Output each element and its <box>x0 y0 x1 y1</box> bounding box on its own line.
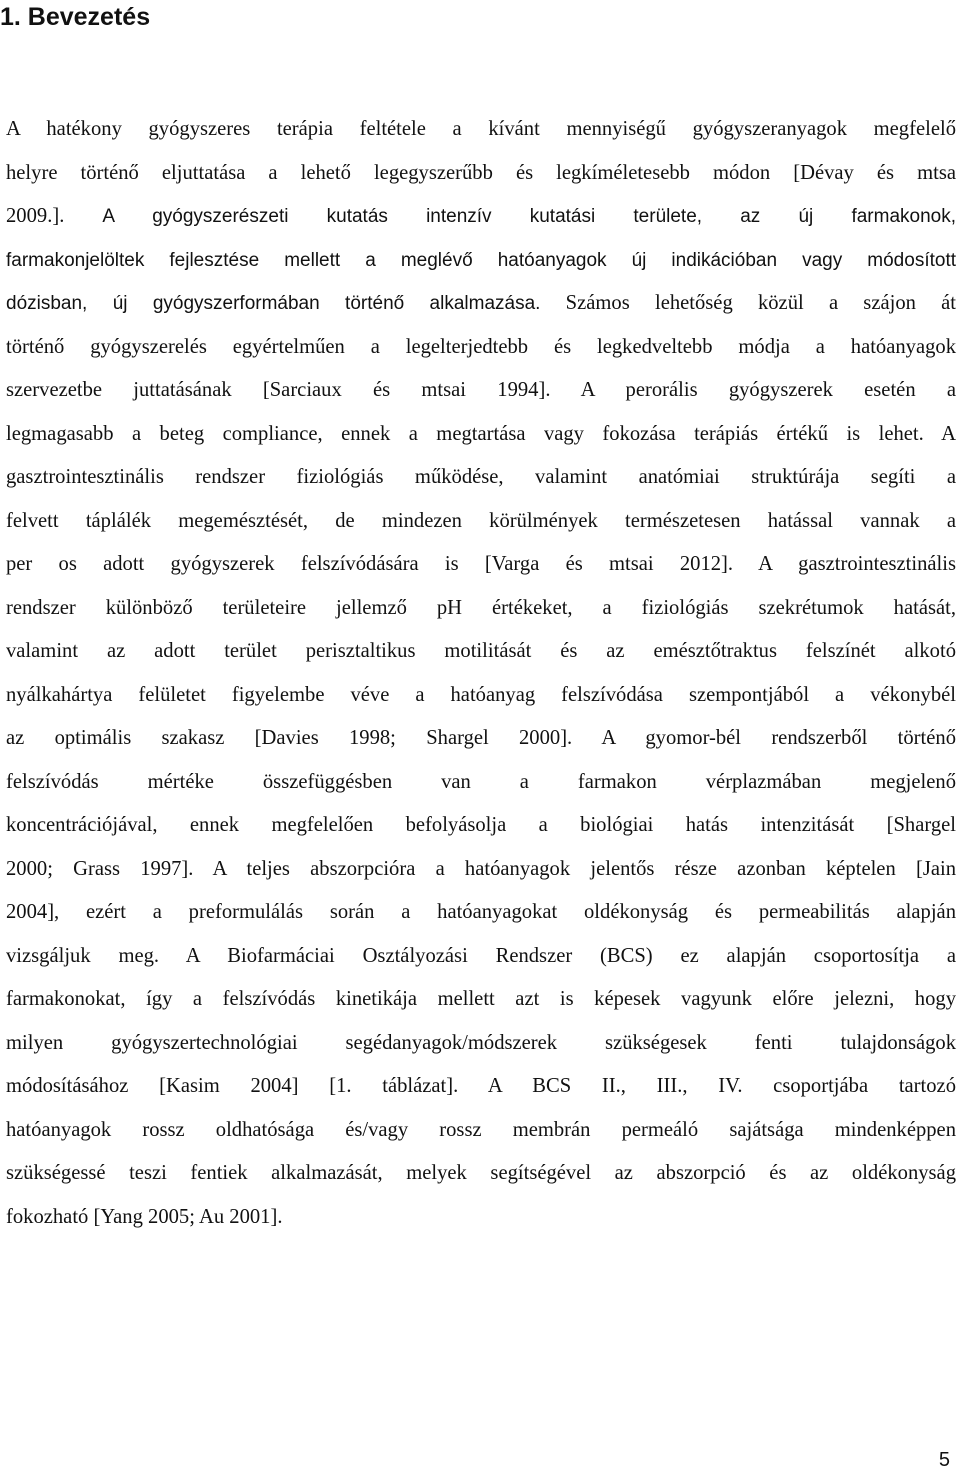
highlighted-text-segment: A gyógyszerészeti kutatás intenzív kutatási területe, az új farmakonok, <box>102 206 956 227</box>
text-segment: milyen gyógyszertechnológiai segédanyagok/módszerek szükségesek fenti tulajdonságok <box>6 1031 956 1054</box>
body-paragraph <box>6 108 956 1239</box>
text-line <box>6 152 956 196</box>
text-segment: történő gyógyszerelés egyértelműen a legelterjedtebb és legkedveltebb módja a hatóanyagok <box>6 335 956 358</box>
text-line <box>6 500 956 544</box>
text-segment: szükségessé teszi fentiek alkalmazását, melyek segítségével az abszorpció és az oldékonyság <box>6 1162 956 1184</box>
highlighted-text-segment: dózisban, új gyógyszerformában történő alkalmazása. <box>6 293 541 314</box>
text-line <box>6 717 956 761</box>
text-line <box>6 239 956 283</box>
text-line <box>6 326 956 370</box>
text-line <box>6 195 956 239</box>
text-segment: koncentrációjával, ennek megfelelően befolyásolja a biológiai hatás intenzitását [Shargel <box>6 814 956 836</box>
text-line <box>6 935 956 979</box>
text-segment: 2009.]. <box>6 205 103 227</box>
text-segment: valamint az adott terület perisztaltikus motilitását és az emésztőtraktus felszínét alkotó <box>6 640 956 662</box>
text-line <box>6 1196 956 1240</box>
text-line <box>6 587 956 631</box>
text-line <box>6 108 956 152</box>
text-line <box>6 674 956 718</box>
text-line <box>6 804 956 848</box>
text-segment: A hatékony gyógyszeres terápia feltétele a kívánt mennyiségű gyógyszeranyagok megfelelő <box>6 118 956 140</box>
text-line <box>6 282 956 326</box>
text-line <box>6 1109 956 1153</box>
text-segment: rendszer különböző területeire jellemző pH értékeket, a fiziológiás szekrétumok hatását, <box>6 596 956 619</box>
text-segment: legmagasabb a beteg compliance, ennek a megtartása vagy fokozása terápiás értékű is lehet. A <box>6 422 956 445</box>
text-line <box>6 1152 956 1196</box>
text-line <box>6 978 956 1022</box>
text-segment: 2004], ezért a preformulálás során a hatóanyagokat oldékonyság és permeabilitás alapján <box>6 901 956 923</box>
text-line <box>6 848 956 892</box>
text-line <box>6 369 956 413</box>
text-segment: az optimális szakasz [Davies 1998; Shargel 2000]. A gyomor-bél rendszerből történő <box>6 727 956 749</box>
text-segment: per os adott gyógyszerek felszívódására is [Varga és mtsai 2012]. A gasztrointesztinális <box>6 553 956 575</box>
text-line <box>6 1065 956 1109</box>
text-segment: felvett táplálék megemésztését, de mindezen körülmények természetesen hatással vannak a <box>6 509 956 532</box>
section-heading: 1. Bevezetés <box>0 3 151 31</box>
text-segment: farmakonokat, így a felszívódás kinetikája mellett azt is képesek vagyunk előre jelezni, hogy <box>6 988 956 1010</box>
text-line <box>6 761 956 805</box>
text-segment: vizsgáljuk meg. A Biofarmáciai Osztályozási Rendszer (BCS) ez alapján csoportosítja a <box>6 944 956 967</box>
text-line <box>6 413 956 457</box>
text-segment: fokozható [Yang 2005; Au 2001]. <box>6 1205 283 1228</box>
text-segment: helyre történő eljuttatása a lehető legegyszerűbb és legkíméletesebb módon [Dévay és mtsa <box>6 161 956 184</box>
highlighted-text-segment: farmakonjelöltek fejlesztése mellett a meglévő hatóanyagok új indikációban vagy módosított <box>6 249 956 271</box>
text-segment: nyálkahártya felületet figyelembe véve a hatóanyag felszívódása szempontjából a vékonybél <box>6 683 956 706</box>
text-segment: gasztrointesztinális rendszer fiziológiás működése, valamint anatómiai struktúrája segíti a <box>6 466 956 488</box>
text-line <box>6 543 956 587</box>
text-line <box>6 456 956 500</box>
text-segment: módosításához [Kasim 2004] [1. táblázat]. A BCS II., III., IV. csoportjába tartozó <box>6 1075 956 1097</box>
page-number: 5 <box>938 1449 950 1471</box>
text-line <box>6 891 956 935</box>
text-segment: felszívódás mértéke összefüggésben van a farmakon vérplazmában megjelenő <box>6 770 956 793</box>
text-segment: szervezetbe juttatásának [Sarciaux és mtsai 1994]. A perorális gyógyszerek esetén a <box>6 379 956 401</box>
text-segment: 2000; Grass 1997]. A teljes abszorpcióra a hatóanyagok jelentős része azonban képtelen [Jain <box>6 857 956 880</box>
text-line <box>6 1022 956 1066</box>
text-line <box>6 630 956 674</box>
text-segment: hatóanyagok rossz oldhatósága és/vagy rossz membrán permeáló sajátsága mindenképpen <box>6 1118 956 1141</box>
text-segment: Számos lehetőség közül a szájon át <box>540 292 957 314</box>
